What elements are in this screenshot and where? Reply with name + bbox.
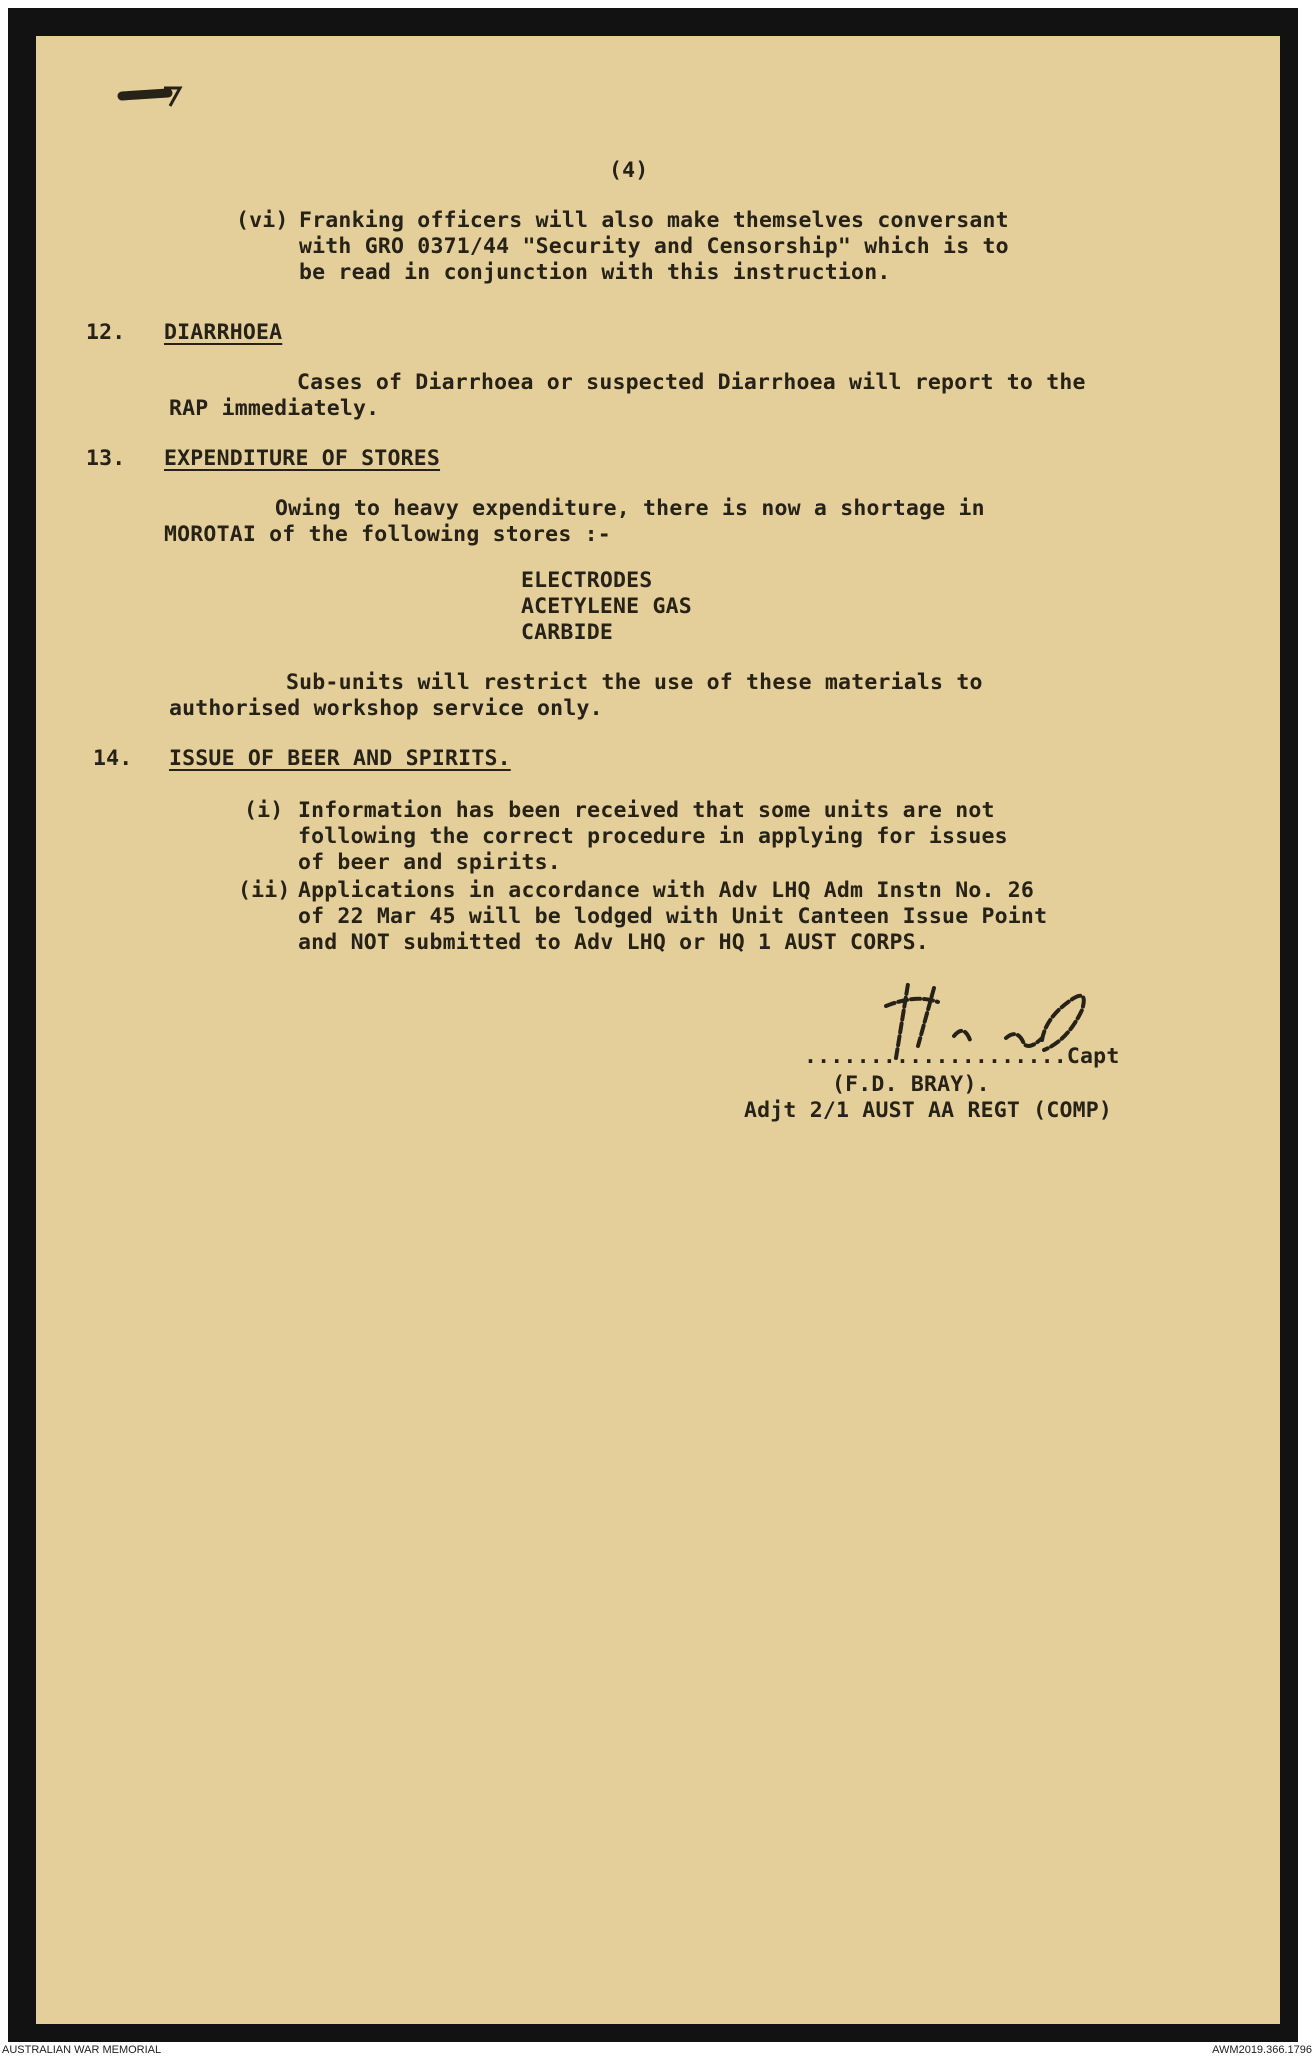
section-14-heading: ISSUE OF BEER AND SPIRITS.	[169, 746, 511, 771]
page-number: (4)	[609, 158, 649, 183]
para-vi-line-1: Franking officers will also make themselves conversant	[299, 208, 1009, 233]
document-page	[36, 36, 1280, 2024]
section-12-heading: DIARRHOEA	[164, 320, 283, 345]
para-vi-line-2: with GRO 0371/44 "Security and Censorship" which is to	[299, 234, 1009, 259]
item-i-number: (i)	[244, 798, 284, 823]
section-13-intro-line-1: Owing to heavy expenditure, there is now a shortage in	[275, 496, 985, 521]
signature-dots-capt: ....................Capt	[804, 1044, 1120, 1069]
store-item-acetylene-gas: ACETYLENE GAS	[521, 594, 692, 619]
corner-ink-mark	[116, 80, 186, 110]
section-14-number: 14.	[93, 746, 133, 771]
section-13-number: 13.	[86, 446, 126, 471]
item-i-line-2: following the correct procedure in applying for issues	[298, 824, 1008, 849]
signatory-appointment: Adjt 2/1 AUST AA REGT (COMP)	[744, 1098, 1113, 1123]
section-12-number: 12.	[86, 320, 126, 345]
item-i-line-1: Information has been received that some units are not	[298, 798, 995, 823]
item-i-line-3: of beer and spirits.	[298, 850, 561, 875]
footer-source: AUSTRALIAN WAR MEMORIAL	[2, 2044, 162, 2056]
section-13-closing-line-2: authorised workshop service only.	[169, 696, 603, 721]
item-ii-number: (ii)	[238, 878, 291, 903]
section-13-closing-line-1: Sub-units will restrict the use of these materials to	[286, 670, 983, 695]
footer-accession-number: AWM2019.366.1796	[1212, 2044, 1312, 2056]
section-13-heading: EXPENDITURE OF STORES	[164, 446, 441, 471]
item-ii-line-1: Applications in accordance with Adv LHQ Adm Instn No. 26	[298, 878, 1035, 903]
section-12-line-1: Cases of Diarrhoea or suspected Diarrhoea will report to the	[297, 370, 1086, 395]
section-12-line-2: RAP immediately.	[169, 396, 380, 421]
store-item-carbide: CARBIDE	[521, 620, 614, 645]
store-item-electrodes: ELECTRODES	[521, 568, 653, 593]
para-vi-line-3: be read in conjunction with this instruction.	[299, 260, 891, 285]
para-vi-number: (vi)	[236, 208, 289, 233]
item-ii-line-3: and NOT submitted to Adv LHQ or HQ 1 AUST CORPS.	[298, 930, 929, 955]
signatory-name: (F.D. BRAY).	[832, 1072, 990, 1097]
section-13-intro-line-2: MOROTAI of the following stores :-	[164, 522, 611, 547]
item-ii-line-2: of 22 Mar 45 will be lodged with Unit Canteen Issue Point	[298, 904, 1048, 929]
